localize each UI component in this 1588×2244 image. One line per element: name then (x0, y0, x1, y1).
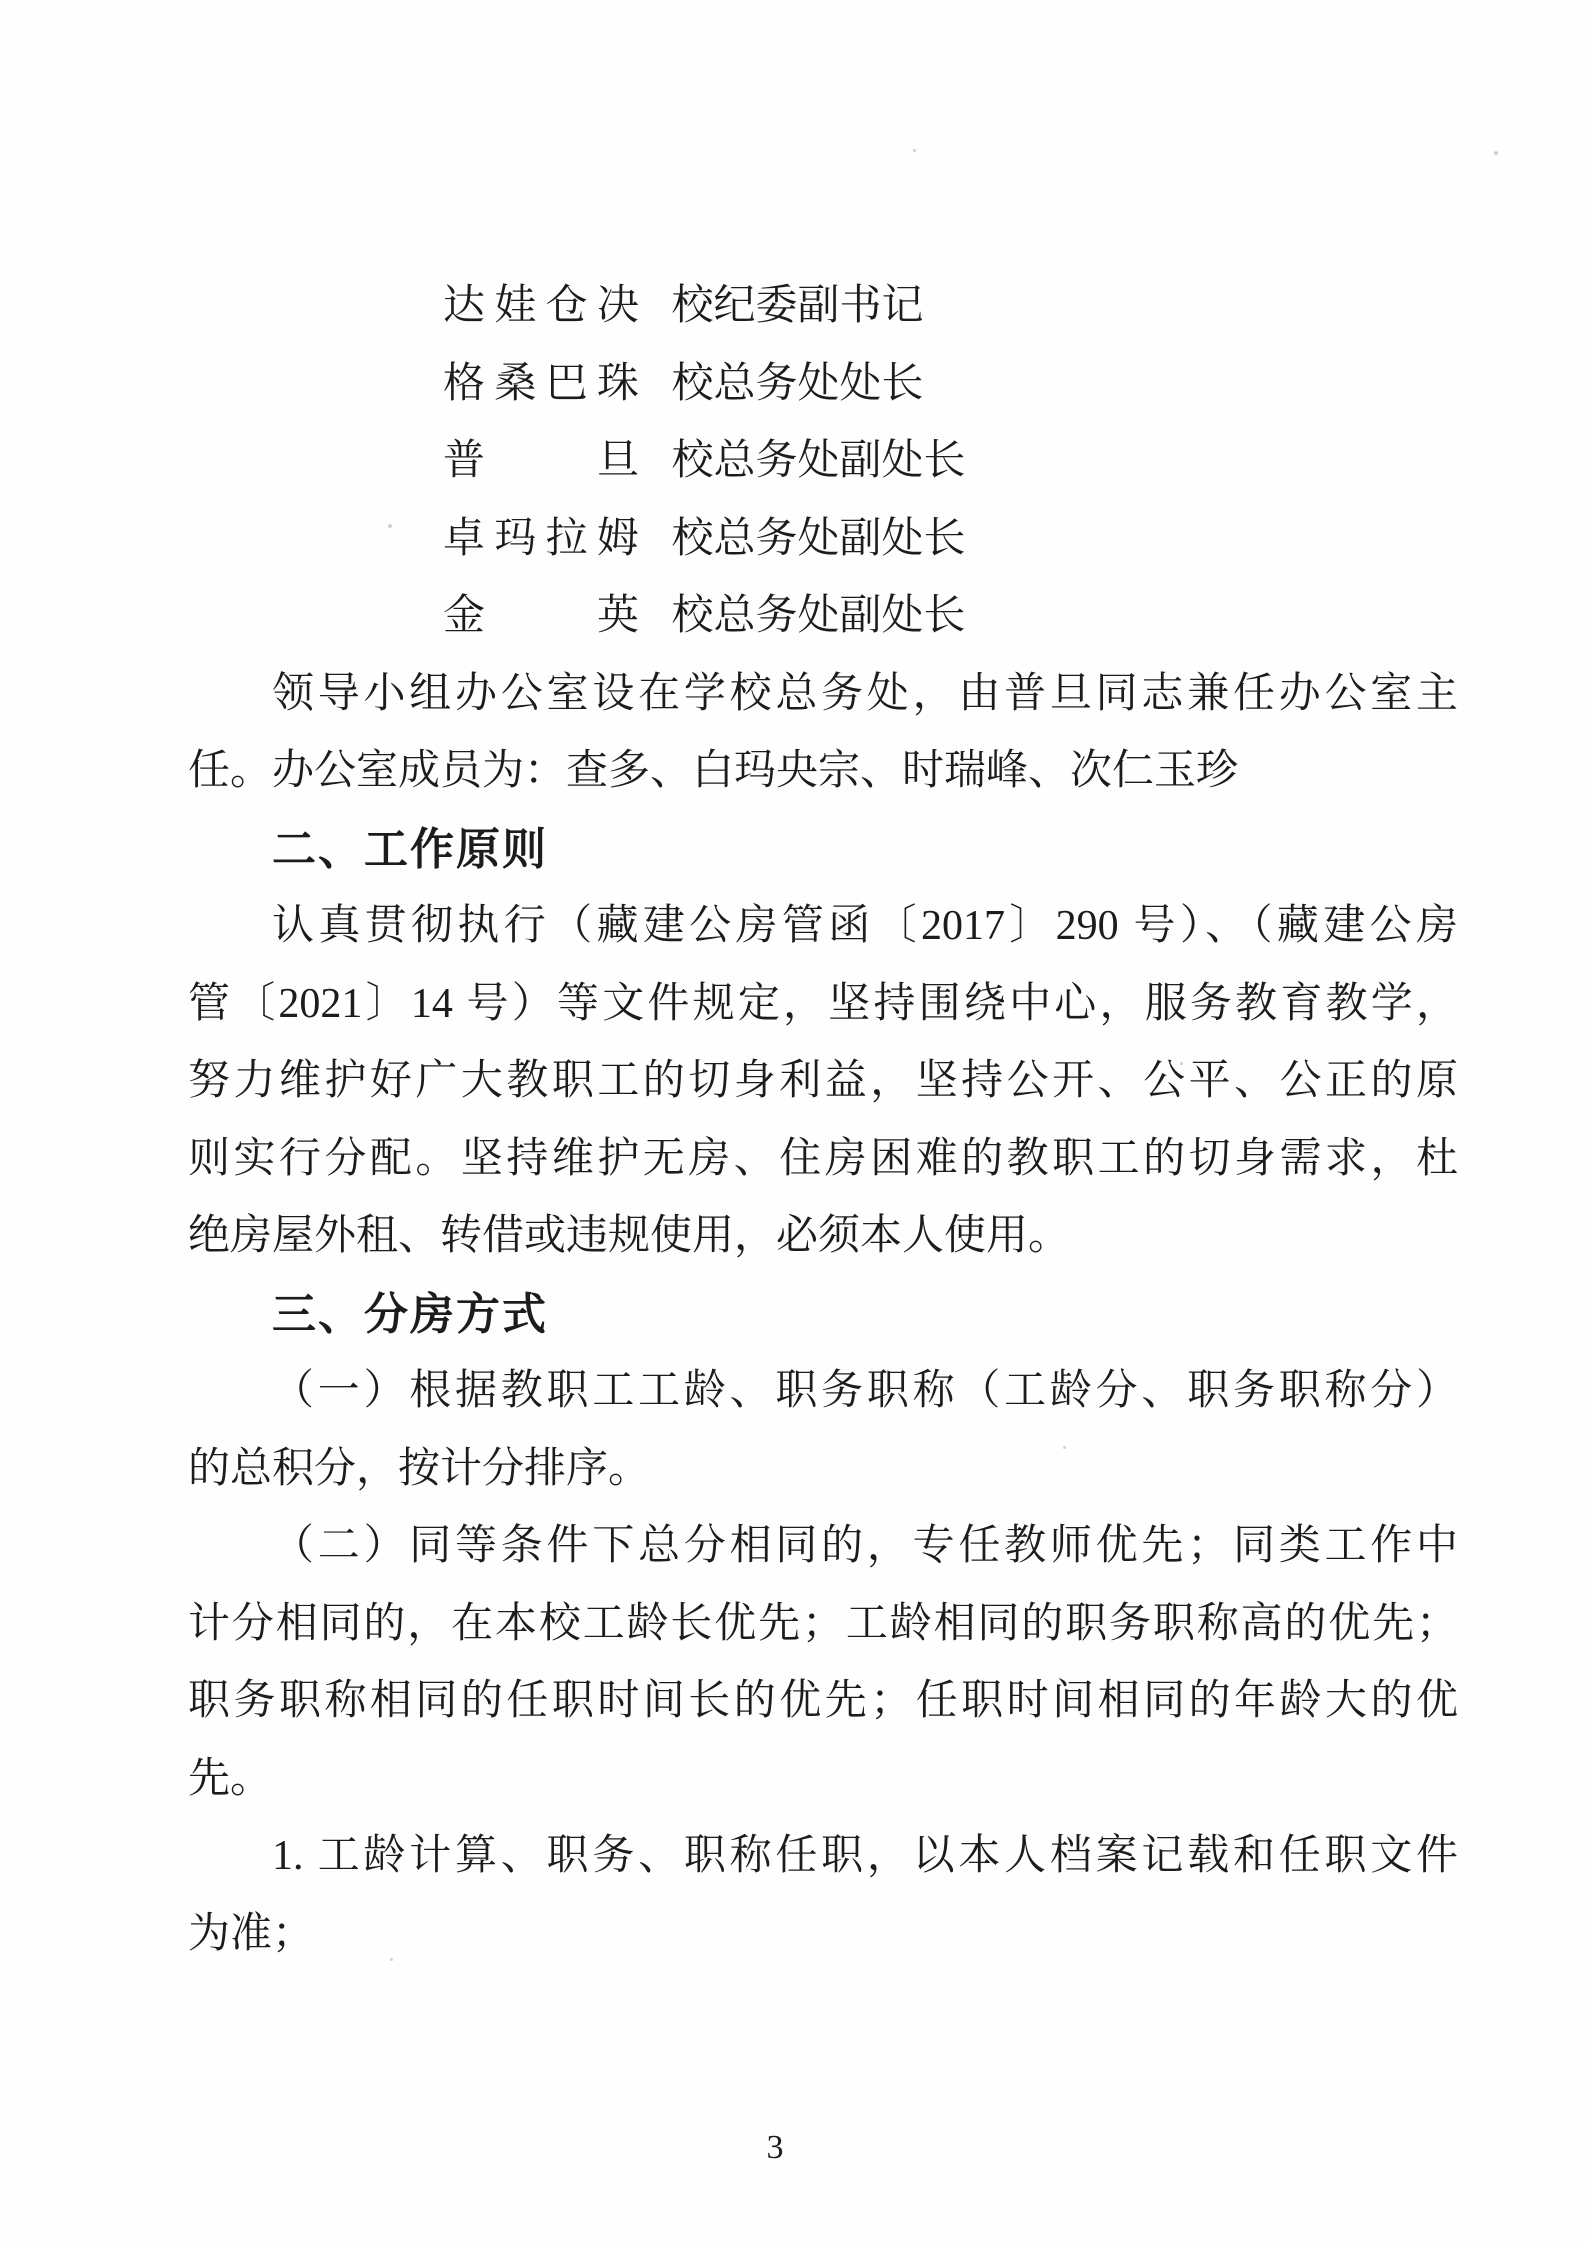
roster-name: 卓玛拉姆 (443, 515, 639, 562)
roster-title: 校总务处副处长 (671, 438, 966, 484)
paragraph-line: 努力维护好广大教职工的切身利益，坚持公开、公平、公正的原 (188, 1058, 1458, 1104)
paragraph-line: 计分相同的，在本校工龄长优先；工龄相同的职务职称高的优先； (188, 1600, 1458, 1647)
roster-name: 金英 (443, 593, 639, 639)
paragraph-line: 职务职称相同的任职时间长的优先；任职时间相同的年龄大的优 (188, 1678, 1458, 1724)
roster-row (188, 423, 1458, 501)
scan-speck (913, 149, 916, 152)
paragraph-line: 绝房屋外租、转借或违规使用，必须本人使用。 (188, 1213, 1071, 1259)
roster-title: 校总务处副处长 (671, 515, 966, 562)
roster-row (188, 346, 1458, 424)
section-heading-allocation-method: 三、分房方式 (272, 1289, 548, 1339)
scan-speck (1494, 151, 1498, 155)
scan-speck (1180, 1062, 1183, 1065)
roster-title: 校总务处处长 (671, 360, 924, 407)
paragraph-line: 先。 (188, 1755, 273, 1802)
scan-speck (388, 524, 392, 528)
scan-speck (1063, 1446, 1066, 1449)
paragraph-line: 为准； (188, 1910, 315, 1957)
page-number: 3 (766, 2129, 784, 2166)
roster-title: 校纪委副书记 (671, 283, 924, 329)
roster-row (188, 268, 1458, 346)
scan-speck (390, 1958, 393, 1961)
paragraph-line: 领导小组办公室设在学校总务处，由普旦同志兼任办公室主 (272, 670, 1458, 717)
roster-title: 校总务处副处长 (671, 593, 966, 639)
paragraph-line: （一）根据教职工工龄、职务职称（工龄分、职务职称分） (272, 1368, 1458, 1414)
paragraph-line: 则实行分配。坚持维护无房、住房困难的教职工的切身需求，杜 (188, 1135, 1458, 1182)
section-heading-work-principles: 二、工作原则 (272, 824, 548, 874)
roster-row (188, 501, 1458, 579)
paragraph-line: 认真贯彻执行（藏建公房管函〔2017〕290 号）、（藏建公房 (272, 903, 1458, 949)
roster-row (188, 578, 1458, 656)
document-body (188, 268, 1458, 1973)
paragraph-line: 管〔2021〕14 号）等文件规定，坚持围绕中心，服务教育教学， (188, 980, 1458, 1027)
paragraph-line: 1. 工龄计算、职务、职称任职，以本人档案记载和任职文件 (272, 1833, 1458, 1879)
paragraph-line: （二）同等条件下总分相同的，专任教师优先；同类工作中 (272, 1523, 1458, 1569)
roster-name: 达娃仓决 (443, 283, 639, 329)
paragraph-line: 任。办公室成员为：查多、白玛央宗、时瑞峰、次仁玉珍 (188, 748, 1239, 794)
roster-name: 普旦 (443, 438, 639, 484)
paragraph-line: 的总积分，按计分排序。 (188, 1445, 651, 1492)
roster-name: 格桑巴珠 (443, 360, 639, 407)
